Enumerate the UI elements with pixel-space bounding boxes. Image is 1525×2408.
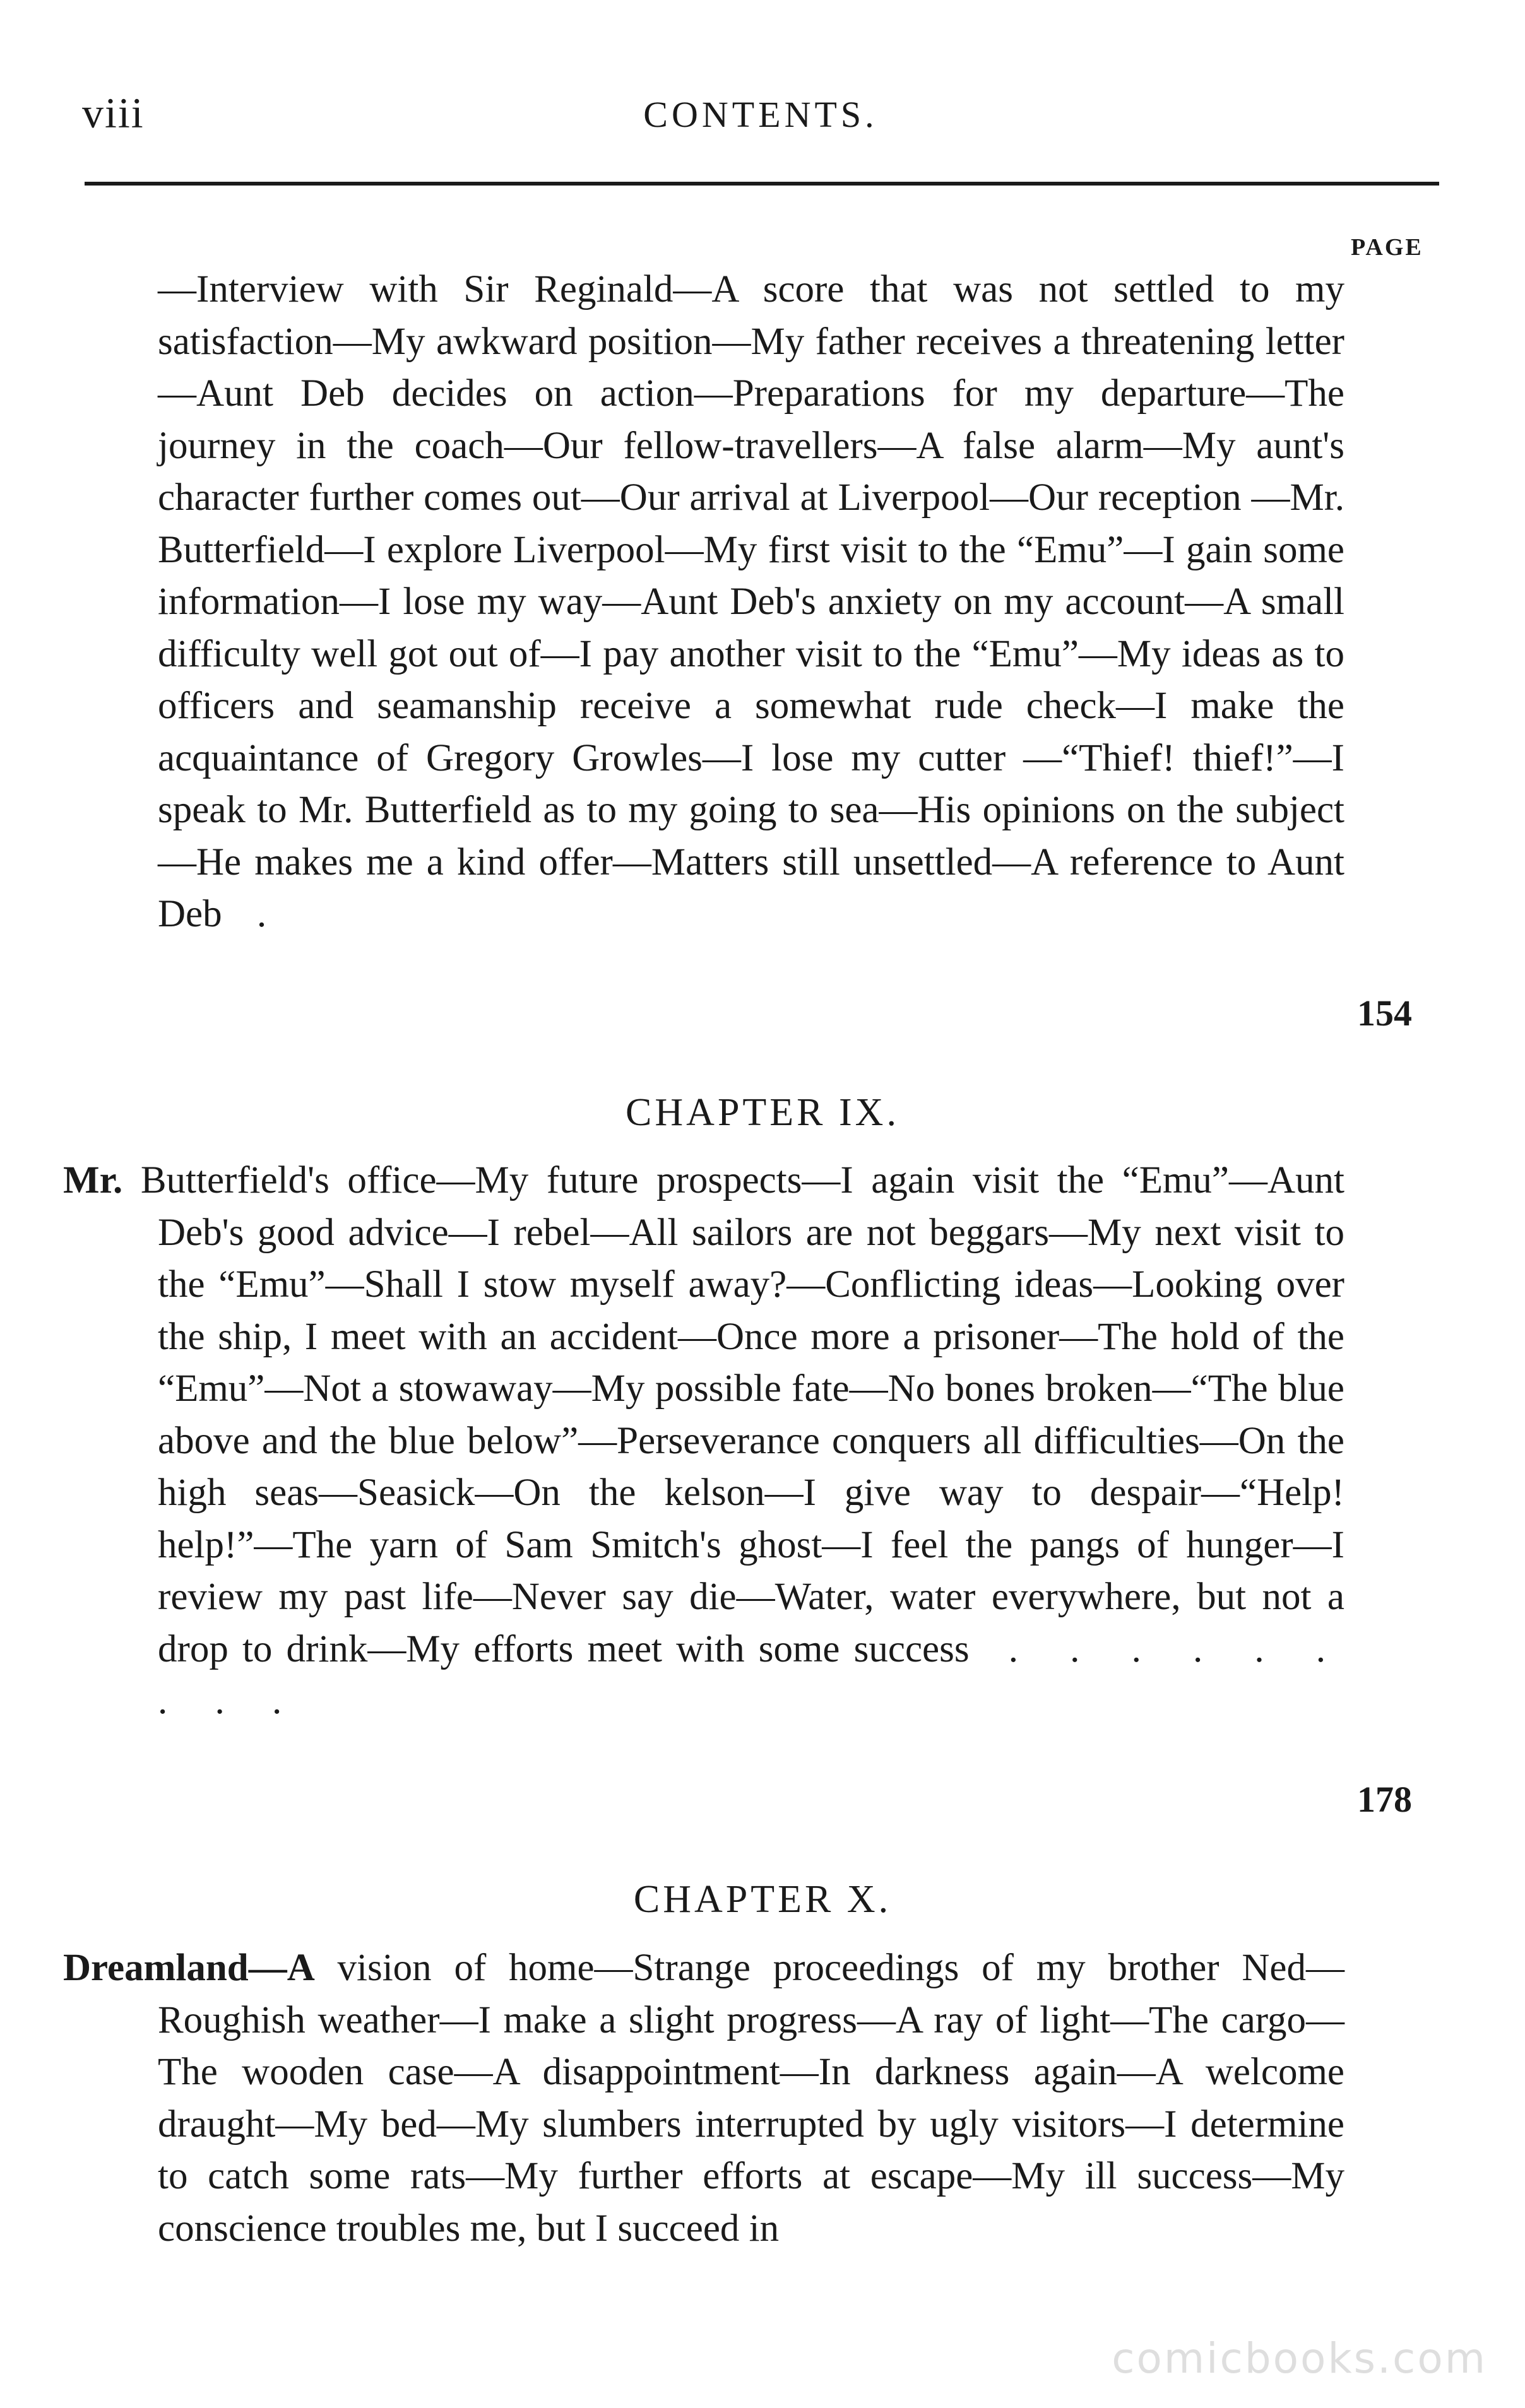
chapter-ix-heading: CHAPTER IX.	[626, 1091, 899, 1134]
page-column-label: PAGE	[1351, 234, 1423, 261]
page-folio: viii	[82, 89, 145, 137]
chapter-ix-summary	[63, 1155, 1345, 1728]
chapter-x-lead: Dreamland—A	[63, 1947, 315, 1989]
chapter-viii-summary-text: —Interview with Sir Reginald—A score that was not settled to my satisfaction—My awkward position—My father receives a threatening letter—Aunt Deb decides on action—Preparations for my departure—The journey in the coach—Our fellow-travellers—A false alarm—My aunt's character further comes out—Our arrival at Liverpool—Our reception —Mr. Butterfield—I explore Liverpool—My first visit to the “Emu”—I gain some information—I lose my way—Aunt Deb's anxiety on my account—A small difficulty well got out of—I pay another visit to the “Emu”—My ideas as to officers and seamanship receive a somewhat rude check—I make the acquaintance of Gregory Growles—I lose my cutter —“Thief! thief!”—I speak to Mr. Butterfield as to my going to sea—His opinions on the subject—He makes me a kind offer—Matters still unsettled—A reference to Aunt Deb	[158, 268, 1344, 935]
site-watermark: comicbooks.com	[1112, 2334, 1487, 2383]
chapter-viii-page-number: 154	[1357, 993, 1412, 1034]
page-header	[82, 88, 1439, 145]
chapter-x-summary-text: vision of home—Strange proceedings of my brother Ned—Roughish weather—I make a slight progress—A ray of light—The cargo—The wooden case—A disappointment—In darkness again—A welcome draught—My bed—My slumbers interrupted by ugly visitors—I determine to catch some rats—My further efforts at escape—My ill success—My conscience troubles me, but I succeed in	[158, 1947, 1345, 2250]
header-rule	[85, 182, 1439, 186]
chapter-x-heading: CHAPTER X.	[633, 1878, 892, 1921]
chapter-ix-summary-text: Butterfield's office—My future prospects—I again visit the “Emu”—Aunt Deb's good advice—I rebel—All sailors are not beggars—My next visit to the “Emu”—Shall I stow myself away?—Conflicting ideas—Looking over the ship, I meet with an accident—Once more a prisoner—The hold of the “Emu”—Not a stowaway—My possible fate—No bones broken—“The blue above and the blue below”—Perseverance conquers all difficulties—On the high seas—Seasick—On the kelson—I give way to despair—“Help! help!”—The yarn of Sam Smitch's ghost—I feel the pangs of hunger—I review my past life—Never say die—Water, water everywhere, but not a drop to drink—My efforts meet with some success	[140, 1159, 1344, 1670]
chapter-x-summary	[63, 1942, 1345, 2255]
chapter-ix-page-number: 178	[1357, 1779, 1412, 1820]
chapter-viii-summary	[158, 264, 1344, 941]
chapter-ix-leader: . . . . . . . . .	[158, 1627, 1345, 1722]
chapter-viii-leader: .	[256, 893, 267, 935]
chapter-ix-lead: Mr.	[63, 1159, 123, 1201]
running-title: CONTENTS.	[643, 94, 878, 135]
